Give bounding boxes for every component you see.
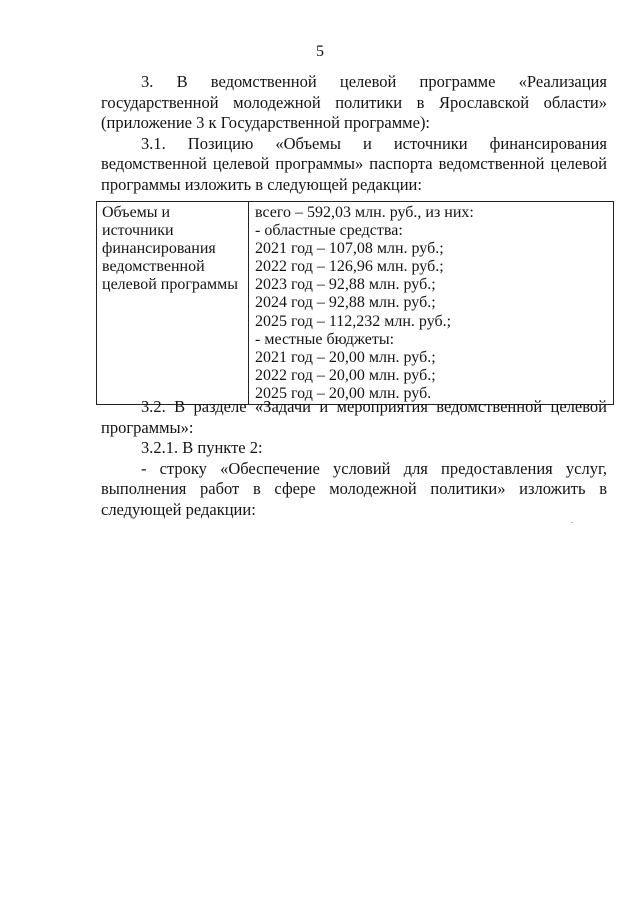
funding-total-line: всего – 592,03 млн. руб., из них:: [255, 204, 474, 221]
section-3-2-text: [101, 397, 607, 520]
page-number: 5: [316, 43, 324, 60]
regional-funds-2022: 2022 год – 126,96 млн. руб.;: [255, 258, 444, 276]
item-line-paragraph: - строку «Обеспечение условий для предоставления услуг, выполнения работ в сфере молодежной политики» изложить в следующей редакции:: [101, 458, 607, 519]
scan-speck: [571, 522, 573, 523]
regional-funds-2021: 2021 год – 107,08 млн. руб.;: [255, 240, 444, 258]
regional-funds-2025: 2025 год – 112,232 млн. руб.;: [255, 312, 452, 330]
regional-funds-heading: - областные средства:: [255, 222, 403, 240]
regional-funds-2024: 2024 год – 92,88 млн. руб.;: [255, 294, 436, 312]
section-3-intro-paragraph: 3. В ведомственной целевой программе «Реализация государственной молодежной политики в Ярославской области» (приложение 3 к Государственной программе):: [101, 72, 607, 132]
local-budgets-2022: 2022 год – 20,00 млн. руб.;: [255, 366, 436, 384]
item-3-1-paragraph: 3.1. Позицию «Объемы и источники финансирования ведомственной целевой программы» паспорта ведомственной целевой программы изложить в следующей редакции:: [101, 133, 607, 194]
table-row: [97, 202, 614, 405]
financing-table: [96, 201, 614, 405]
local-budgets-heading: - местные бюджеты:: [255, 330, 395, 348]
table-label-cell: Объемы и источники финансирования ведомственной целевой программы: [97, 202, 249, 405]
item-3-2-1-paragraph: 3.2.1. В пункте 2:: [141, 438, 263, 457]
local-budgets-2021: 2021 год – 20,00 млн. руб.;: [255, 348, 436, 366]
local-budgets-2025: 2025 год – 20,00 млн. руб.: [255, 384, 432, 402]
section-3-text: [101, 72, 607, 195]
regional-funds-2023: 2023 год – 92,88 млн. руб.;: [255, 276, 436, 294]
item-3-2-paragraph: 3.2. В разделе «Задачи и мероприятия ведомственной целевой программы»:: [101, 397, 607, 437]
table-value-cell: [249, 202, 614, 405]
